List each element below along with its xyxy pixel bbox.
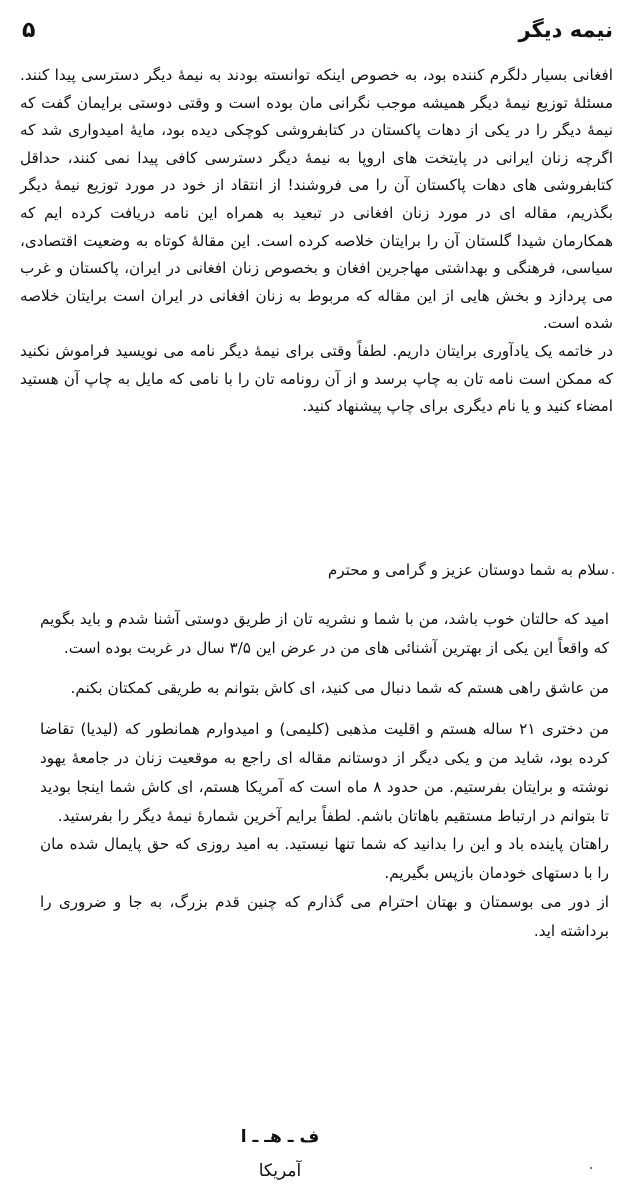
- letter-paragraph: از دور می بوسمتان و بهتان احترام می گذارم که چنین قدم بزرگ، به جا و ضروری را برداشته اید.: [40, 892, 609, 940]
- intro-paragraph: افغانی بسیار دلگرم کننده بود، به خصوص اینکه توانسته بودند به نیمهٔ دیگر دسترسی پیدا کنند. مسئلهٔ توزیع نیمهٔ دیگر همیشه موجب نگرانی مان بوده است و وقتی دوستی برایمان گفت که نیمهٔ دیگر را در یکی از دهات پاکستان در کتابفروشی کوچکی دیده بود، مایهٔ امیدواری شد که اگرچه زنان ایرانی در پایتخت های اروپا به نیمهٔ دیگر دسترسی کافی پیدا نمی کنند، حداقل کتابفروشی های دهات پاکستان آن را می فروشند! از انتقاد از خود در مورد توزیع نیمهٔ دیگر بگذریم، مقاله ای در مورد زنان افغانی در تبعید به همراه این نامه دریافت کرده ایم که همکارمان شیدا گلستان آن را برایتان خلاصه کرده است. این مقالهٔ کوتاه به وضعیت اقتصادی، سیاسی، فرهنگی و بهداشتی مهاجرین افغان و بخصوص زنان افغانی در ایران، پاکستان و غرب می پردازد و بخش هایی از این مقاله که مربوط به زنان افغانی در ایران است برایتان خلاصه شده است.: [20, 66, 613, 333]
- signature-location: آمریکا: [258, 1161, 302, 1181]
- letter-paragraph: من عاشق راهی هستم که شما دنبال می کنید، ای کاش بتوانم به طریقی کمکتان بکنم.: [70, 679, 609, 698]
- letter-paragraph: راهتان پاینده باد و این را بدانید که شما تنها نیستید. به امید روزی که حق پایمال شده مان را با دستهای خودمان بازپس بگیریم.: [40, 835, 609, 883]
- journal-title: نیمه دیگر: [518, 18, 613, 42]
- letter-paragraph: امید که حالتان خوب باشد، من با شما و نشریه تان از طریق دوستی آشنا شدم و باید بگویم که واقعاً این یکی از بهترین آشنائی های من در عرض این ۳/۵ سال در غربت بوده است.: [40, 609, 609, 657]
- reader-letter: [40, 556, 609, 946]
- intro-paragraph: در خاتمه یک یادآوری برایتان داریم. لطفاً وقتی برای نیمهٔ دیگر نامه می نویسید فراموش نکنید که ممکن است نامه تان به چاپ برسد و از آن رونامه تان را با نامی که مایل به چاپ آن هستید امضاء کنید و یا نام دیگری برای چاپ پیشنهاد کنید.: [20, 341, 613, 416]
- signature-name: ف ـ هـ ـ ا: [240, 1127, 320, 1147]
- page-number: ۵: [22, 18, 36, 43]
- scan-speck: [590, 1167, 592, 1169]
- scan-speck: [612, 572, 614, 574]
- letter-greeting: سلام به شما دوستان عزیز و گرامی و محترم: [327, 561, 609, 579]
- editorial-intro: [20, 62, 613, 421]
- letter-paragraph: من دختری ۲۱ ساله هستم و اقلیت مذهبی (کلیمی) و امیدوارم همانطور که (لیدیا) تقاضا کرده بود، شاید من و یکی دیگر از دوستانم مقاله ای راجع به موقعیت زنان در جامعهٔ یهود نوشته و برایتان بفرستیم. من حدود ۸ ماه است که آمریکا هستم، ای کاش شما اینجا بودید تا بتوانم در ارتباط مستقیم باهاتان باشم. لطفاً برایم آخرین شمارهٔ نیمهٔ دیگر را بفرستید.: [40, 720, 609, 825]
- letter-signature: [230, 1120, 330, 1188]
- page-header: [22, 18, 613, 48]
